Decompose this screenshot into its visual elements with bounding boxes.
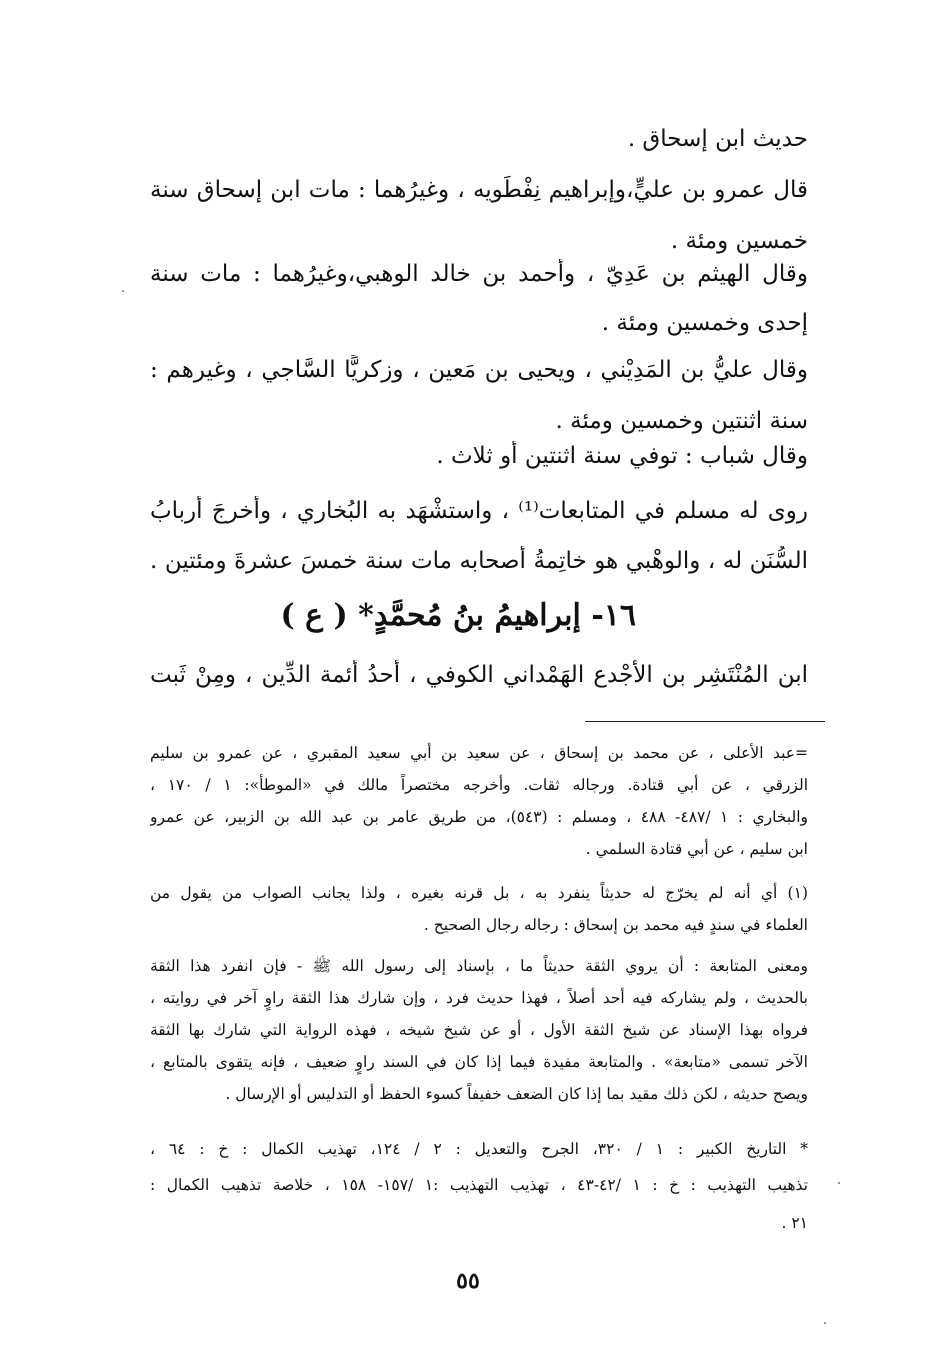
- scan-speck: [122, 290, 124, 292]
- scan-speck: [824, 1322, 826, 1324]
- footnote-line-7: ومعنى المتابعة : أن يروي الثقة حديثاً ما ، بإسناد إلى رسول الله ﷺ - فإن انفرد هذا الثقة: [150, 957, 808, 975]
- footnote-line-6: العلماء في سندٍ فيه محمد بن إسحاق : رجاله رجال الصحيح .: [423, 916, 808, 934]
- body-line-5: إحدى وخمسين ومئة .: [601, 310, 808, 336]
- body-line-11: ابن المُنْتَشِر بن الأَجْدع الهَمْداني الكوفي ، أحدُ أئمة الدِّين ، ومِنْ ثَبت: [150, 662, 808, 688]
- scan-speck: [838, 1182, 840, 1184]
- body-line-6: وقال عليُّ بن المَدِيْني ، ويحيى بن مَعين ، وزكريًّا السَّاجي ، وغيرهم :: [150, 357, 808, 383]
- footnote-line-12: * التاريخ الكبير : ١ / ٣٢٠، الجرح والتعديل : ٢ / ١٢٤، تهذيب الكمال : خ : ٦٤ ،: [150, 1140, 808, 1158]
- body-line-8: وقال شباب : توفي سنة اثنتين أو ثلاث .: [436, 443, 808, 469]
- footnote-line-13: تذهيب التهذيب : خ : ١ /٤٢-٤٣ ، تهذيب التهذيب :١ /١٥٧- ١٥٨ ، خلاصة تذهيب الكمال :: [150, 1176, 808, 1194]
- body-line-9: روى له مسلم في المتابعات⁽¹⁾ ، واستشْهَد به البُخاري ، وأخرجَ أربابُ: [150, 498, 808, 524]
- body-line-4: وقال الهيثم بن عَدِيّ ، وأحمد بن خالد الوهبي،وغيرُهما : مات سنة: [150, 261, 808, 287]
- section-heading: ١٦- إبراهيمُ بنُ مُحمَّدٍ* ( ع ): [280, 598, 636, 633]
- footnote-line-4: ابن سليم ، عن أبي قتادة السلمي .: [585, 840, 808, 858]
- footnote-separator: [585, 721, 825, 722]
- footnote-line-10: الآخر تسمى «متابعة» . والمتابعة مفيدة فيما إذا كان في السند راوٍ ضعيف ، فإنه يتقوى بالمتابع ،: [150, 1053, 808, 1071]
- footnote-line-2: الزرقي ، عن أبي قتادة. ورجاله ثقات. وأخرجه مختصراً مالك في «الموطأ»: ١ / ١٧٠ ،: [150, 776, 808, 794]
- footnote-line-14: ٢١ .: [781, 1214, 808, 1232]
- footnote-line-9: فرواه بهذا الإسناد عن شيخ الثقة الأول ، أو عن شيخ شيخه ، فهذه الرواية التي شارك بها الثقة: [150, 1021, 808, 1039]
- footnote-line-5: (١) أي أنه لم يخرّج له حديثاً ينفرد به ، بل قرنه بغيره ، ولذا يجانب الصواب من يقول من: [150, 884, 808, 902]
- body-line-7: سنة اثنتين وخمسين ومئة .: [555, 408, 808, 434]
- body-line-2: قال عمرو بن عليٍّ،وإبراهيم نِفْطَويه ، وغيرُهما : مات ابن إسحاق سنة: [150, 177, 808, 203]
- body-line-3: خمسين ومئة .: [670, 228, 808, 254]
- footnote-line-11: ويصح حديثه ، لكن ذلك مقيد بما إذا كان الضعف خفيفاً كسوء الحفظ أو التدليس أو الإرسال .: [225, 1085, 808, 1103]
- body-line-1: حديث ابن إسحاق .: [627, 126, 808, 152]
- footnote-line-1: =عبد الأعلى ، عن محمد بن إسحاق ، عن سعيد بن أبي سعيد المقبري ، عن عمرو بن سليم: [150, 744, 808, 762]
- page-number: ٥٥: [456, 1268, 480, 1294]
- footnote-line-3: والبخاري : ١ /٤٨٧- ٤٨٨ ، ومسلم : (٥٤٣)، من طريق عامر بن عبد الله بن الزبير، عن عمرو: [150, 808, 808, 826]
- body-line-10: السُّنَن له ، والوهْبي هو خاتِمةُ أصحابه مات سنة خمسَ عشرةَ ومئتين .: [150, 548, 808, 574]
- footnote-line-8: بالحديث ، ولم يشاركه فيه أحد أصلاً ، فهذا حديث فرد ، وإن شارك هذا الثقة راوٍ آخر في روايته ،: [150, 989, 808, 1007]
